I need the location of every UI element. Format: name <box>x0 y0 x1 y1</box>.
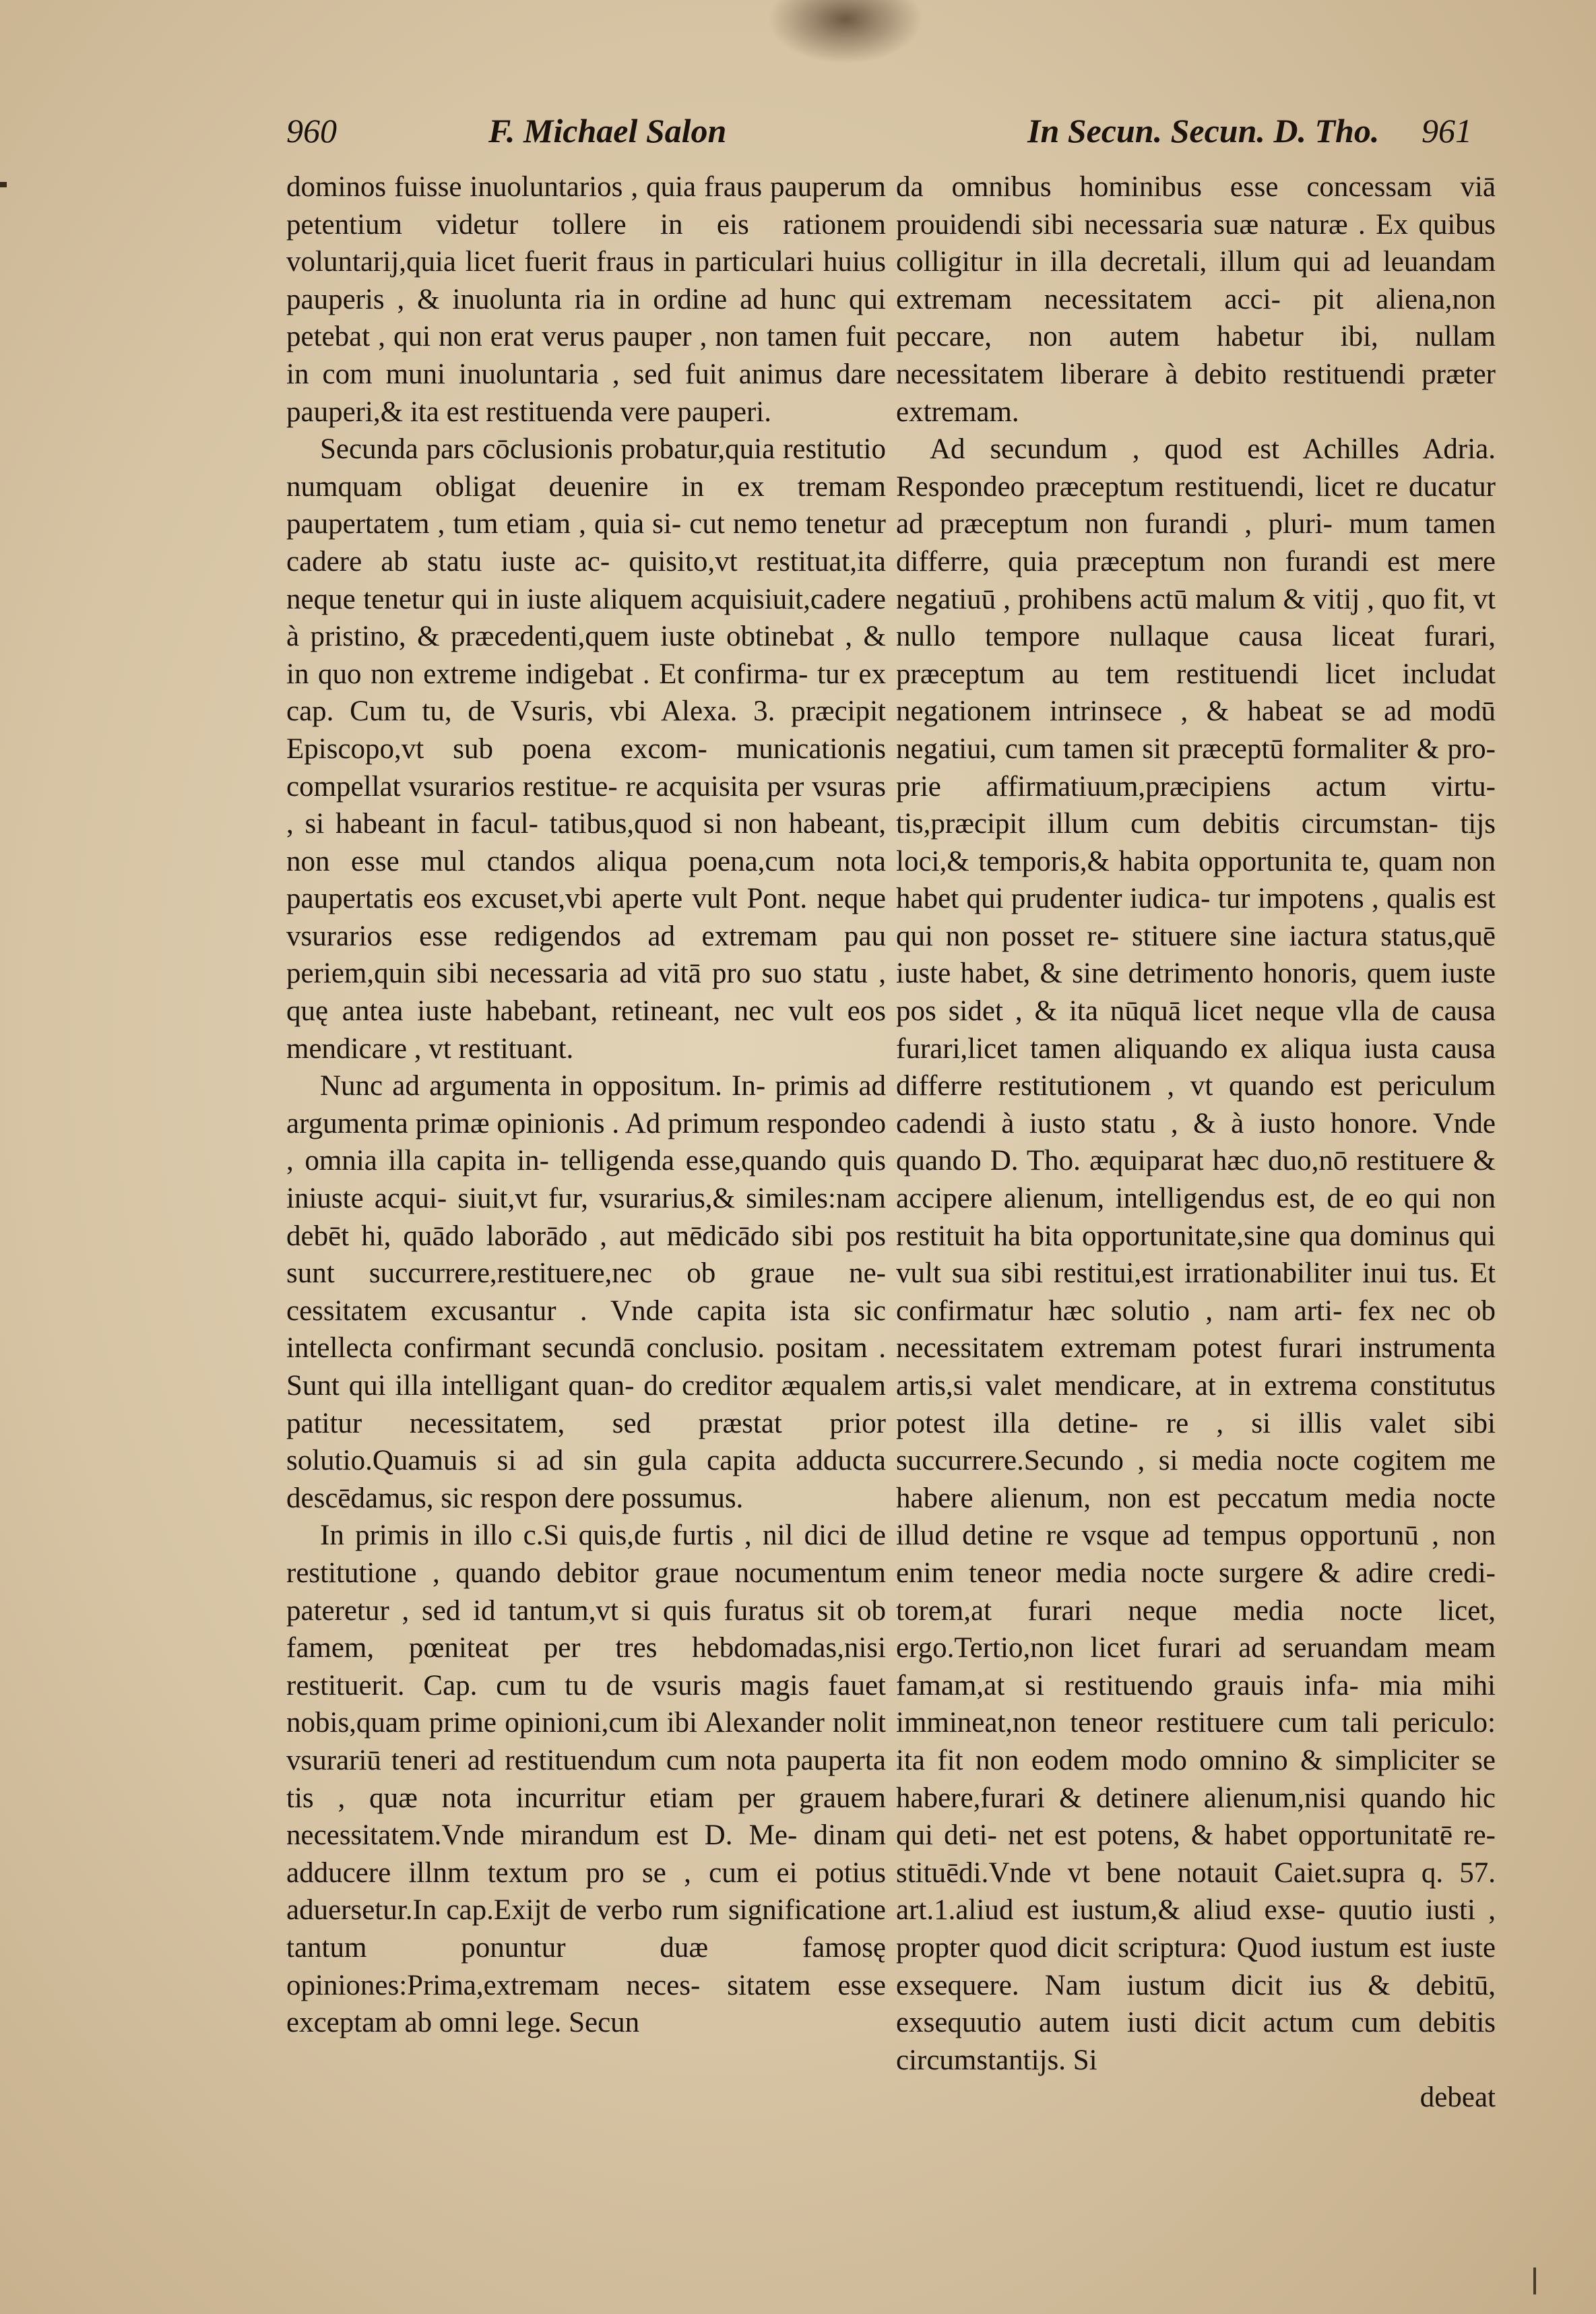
edge-mark <box>1533 2268 1536 2294</box>
page-number-left: 960 <box>286 112 337 150</box>
right-column <box>896 168 1496 2117</box>
paragraph: da omnibus hominibus esse concessam viā prouidendi sibi necessaria suæ naturæ . Ex quibus colligitur in illa decretali, illum qui ad leuandam extremam necessitatem acci- pit aliena,non peccare, non autem habetur ibi, nullam necessitatem liberare à debito restituendi præter extremam. <box>896 171 1496 428</box>
paragraph: dominos fuisse inuoluntarios , quia fraus pauperum petentium videtur tollere in eis rationem voluntarij,quia licet fuerit fraus in particulari huius pauperis , & inuolunta ria in ordine ad hunc qui petebat , qui non erat verus pauper , non tamen fuit in com muni inuoluntaria , sed fuit animus dare pauperi,& ita est restituenda vere pauperi. <box>286 171 886 428</box>
paragraph: Ad secundum , quod est Achilles Adria. Respondeo præceptum restituendi, licet re ducatur ad præceptum non furandi , pluri- mum tamen differre, quia præceptum non furandi est mere negatiuū , prohibens actū malum & vitij , quo fit, vt nullo tempore nullaque causa liceat furari, præceptum au tem restituendi licet includat negationem intrinsece , & habeat se ad modū negatiui, cum tamen sit præceptū formaliter & pro- prie affirmatiuum,præcipiens actum virtu- tis,præcipit illum cum debitis circumstan- tijs loci,& temporis,& habita opportunita te, quam non habet qui prudenter iudica- tur impotens , qualis est qui non posset re- stituere sine iactura status,quē iuste habet, & sine detrimento honoris, quem iuste pos sidet , & ita nūquā licet neque vlla de causa furari,licet tamen aliquando ex aliqua iusta causa differre restitutionem , vt quando est periculum cadendi à iusto statu , & à iusto honore. Vnde quando D. Tho. æquiparat hæc duo,nō restituere & accipere alienum, intelligendus est, de eo qui non restituit ha bita opportunitate,sine qua dominus qui vult sua sibi restitui,est irrationabiliter inui tus. Et confirmatur hæc solutio , nam arti- fex nec ob necessitatem extremam potest furari instrumenta artis,si valet mendicare, at in extrema constitutus potest illa detine- re , si illis valet sibi succurrere.Secundo , si media nocte cogitem me habere alienum, non est peccatum media nocte illud detine re vsque ad tempus opportunū , non enim teneor media nocte surgere & adire credi- torem,at furari neque media nocte licet, ergo.Tertio,non licet furari ad seruandam meam famam,at si restituendo grauis infa- mia mihi immineat,non teneor restituere cum tali periculo: ita fit non eodem modo omnino & simpliciter se habere,furari & detinere alienum,nisi quando hic qui deti- net est potens, & habet opportunitatē re- stituēdi.Vnde vt bene notauit Caiet.supra q. 57. art.1.aliud est iustum,& aliud exse- quutio iusti , propter quod dicit scriptura: Quod iustum est iuste exsequere. Nam iustum dicit ius & debitū, exsequutio autem iusti dicit actum cum debitis circumstantijs. Si <box>896 433 1496 2076</box>
paper-stain <box>768 0 923 64</box>
paragraph: Nunc ad argumenta in oppositum. In- primis ad argumenta primæ opinionis . Ad primum respondeo , omnia illa capita in- telligenda esse,quando quis iniuste acqui- siuit,vt fur, vsurarius,& similes:nam debēt hi, quādo laborādo , aut mēdicādo sibi pos sunt succurrere,restituere,nec ob graue ne- cessitatem excusantur . Vnde capita ista sic intellecta confirmant secundā conclusio. positam . Sunt qui illa intelligant quan- do creditor æqualem patitur necessitatem, sed præstat prior solutio.Quamuis si ad sin gula capita adducta descēdamus, sic respon dere possumus. <box>286 1070 886 1514</box>
left-column <box>286 168 886 2042</box>
paragraph: Secunda pars cōclusionis probatur,quia restitutio numquam obligat deuenire in ex tremam paupertatem , tum etiam , quia si- cut nemo tenetur cadere ab statu iuste ac- quisito,vt restituat,ita neque tenetur qui in iuste aliquem acquisiuit,cadere à pristino, & præcedenti,quem iuste obtinebat , & in quo non extreme indigebat . Et confirma- tur ex cap. Cum tu, de Vsuris, vbi Alexa. 3. præcipit Episcopo,vt sub poena excom- municationis compellat vsurarios restitue- re acquisita per vsuras , si habeant in facul- tatibus,quod si non habeant, non esse mul ctandos aliqua poena,cum nota paupertatis eos excuset,vbi aperte vult Pont. neque vsurarios esse redigendos ad extremam pau periem,quin sibi necessaria ad vitā pro suo statu , quę antea iuste habebant, retineant, nec vult eos mendicare , vt restituant. <box>286 433 886 1065</box>
page-number-right: 961 <box>1422 112 1472 150</box>
running-head-right: In Secun. Secun. D. Tho. <box>1027 112 1380 150</box>
catchword: debeat <box>1419 2082 1496 2114</box>
edge-mark <box>0 182 7 187</box>
running-head-left: F. Michael Salon <box>488 112 727 150</box>
paragraph: In primis in illo c.Si quis,de furtis , nil dici de restitutione , quando debitor graue nocumentum pateretur , sed id tantum,vt si quis furatus sit ob famem, pœniteat per tres hebdomadas,nisi restituerit. Cap. cum tu de vsuris magis fauet nobis,quam prime opinioni,cum ibi Alexander nolit vsurariū teneri ad restituendum cum nota pauperta tis , quæ nota incurritur etiam per grauem necessitatem.Vnde mirandum est D. Me- dinam adducere illnm textum pro se , cum ei potius aduersetur.In cap.Exijt de verbo rum significatione tantum ponuntur duæ famosę opiniones:Prima,extremam neces- sitatem esse exceptam ab omni lege. Secun <box>286 1520 886 2039</box>
page-header <box>286 111 1472 165</box>
